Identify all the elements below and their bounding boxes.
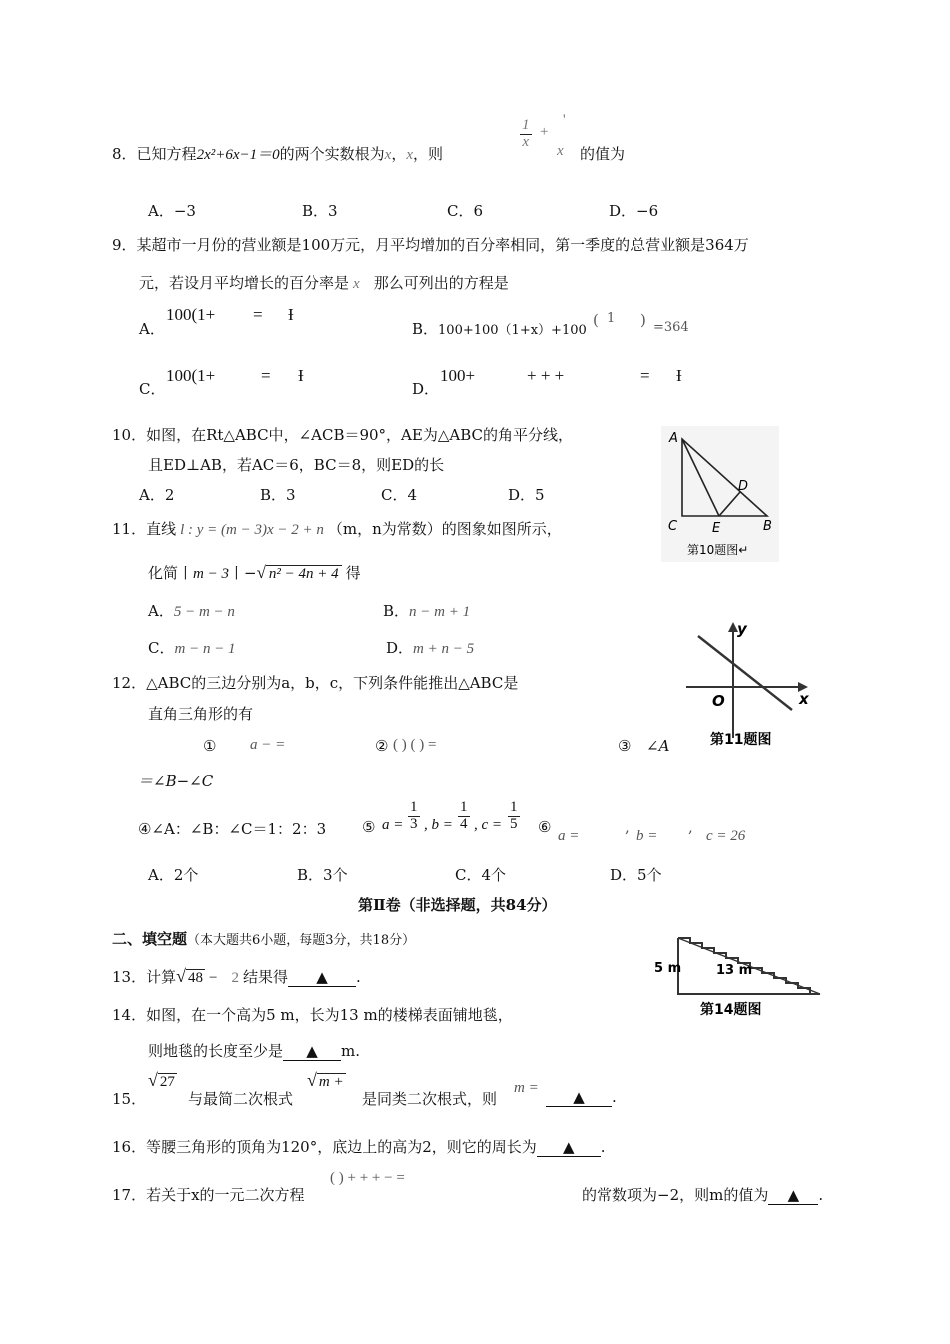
q9-var: x [353,276,360,292]
q13-tail: 2 [231,970,239,986]
q12-option-c-label: C． [455,866,482,884]
q10-option-d-label: D． [508,486,536,504]
q16-number: 16． [112,1138,147,1156]
q9-option-b-one: 1 [607,311,616,326]
q14-line2-b: m. [341,1042,361,1060]
q11-option-d [386,637,474,658]
q11-option-a [148,600,235,621]
q8-comma: ， [391,145,407,163]
q8-option-a-value: −3 [173,202,196,220]
q12-option-d [610,864,662,885]
q15-sqrt1-value: 27 [159,1074,175,1090]
q9-option-a-eq: = [253,305,263,324]
q10-option-c-label: C． [381,486,408,504]
q14-answer-blank[interactable]: ▲ [283,1042,341,1061]
q10-label-e: E [712,521,721,536]
q15-radical1: √ [148,1070,158,1090]
q8-term2: x [557,143,564,159]
q13-number: 13． [112,968,147,986]
q12-cond2: ② [375,737,389,755]
q9-option-c-end: Ɨ [298,366,304,385]
q15-answer-blank[interactable]: ▲ [546,1088,612,1107]
q8-text-c: ，则 [413,145,444,163]
q15-sqrt2 [307,1070,346,1091]
q13-minus: − [209,970,218,986]
q12-cond3-expr: ∠A [646,737,670,755]
q11-figure-caption: 第11题图 [710,732,772,748]
q11-equation: l : y = (m − 3)x − 2 + n [180,522,324,538]
q12-frac-c-den: 5 [510,815,518,832]
q11-option-c-value: m − n − 1 [174,641,236,657]
q12-cond5-frac-b [458,800,470,833]
q12-cond5-frac-c [508,800,520,833]
q8-option-d-value: −6 [636,202,659,220]
q11-option-a-value: 5 − m − n [173,604,235,620]
q11-origin-label: O [712,692,725,710]
q8-text-d: 的值为 [580,145,626,163]
q11-option-c-label: C． [148,639,175,657]
q9-option-a-label: A． [139,320,165,338]
q10-option-b [260,484,296,505]
q11-x-label: x [799,690,809,708]
q17-expr: ( ) + + + − = [330,1170,405,1186]
q14-height-label: 5 m [654,961,682,976]
q12-cond3: ③ [618,737,632,755]
q10-number: 10． [112,426,147,444]
q8-frac [520,118,532,151]
q17-line-a [112,1184,305,1205]
q8-equation: 2x²+6x−1＝0 [196,147,280,163]
q9-option-d-expr: 100+ [440,366,476,385]
q15-answer [546,1088,617,1107]
part2-title: 第Ⅱ卷（非选择题，共84分） [358,896,557,914]
section2-heading-row [112,928,415,949]
q11-line2 [148,562,361,583]
q10-option-c-value: 4 [407,486,418,504]
q9-line2 [139,272,509,293]
q12-frac-a-num: 1 [410,799,418,815]
q13-answer-blank[interactable]: ▲ [288,968,356,987]
q10-option-c [381,484,417,505]
q8-option-a-label: A． [148,202,174,220]
q9-number: 9． [112,236,137,254]
q10-label-c: C [668,519,678,534]
q11-abs-expr: m − 3 [193,566,229,582]
q9-option-b-expr: 100+100（1+x）+100 [438,323,587,338]
q15-sqrt2-value: m + [318,1074,344,1090]
q8-option-c [447,200,483,221]
q8-option-d-label: D． [609,202,637,220]
q9-option-d-label: D． [412,380,440,398]
q10-line2: 且ED⊥AB，若AC＝6，BC＝8，则ED的长 [148,456,445,474]
q11-figure [684,618,812,748]
q12-cond1-expr: a − = [250,737,286,753]
q9-option-b [412,318,587,339]
q8-frac-den: x [522,133,530,150]
q11-option-b-value: n − m + 1 [409,604,471,620]
q14-line1 [112,1004,513,1025]
q14-line1-text: 如图，在一个高为5 m，长为13 m的楼梯表面铺地毯， [146,1006,513,1024]
q13-text-a: 计算 [146,968,177,986]
q15-radical2: √ [307,1070,317,1090]
q9-option-d-end: Ɨ [676,366,682,385]
q10-option-a-label: A． [139,486,165,504]
q14-line2 [148,1040,360,1061]
q9-line1 [112,234,749,255]
q10-option-a [139,484,174,505]
q9-line2-a: 元，若设月平均增长的百分率是 [139,274,350,292]
q11-option-c [148,637,236,658]
q8-plus: + [540,124,549,140]
q9-option-a-end: Ɨ [288,305,294,324]
q15-sqrt1 [148,1070,177,1091]
q17-end: . [818,1186,824,1204]
q12-cond6-a: a = [558,828,580,844]
q11-option-b-label: B． [383,602,410,620]
q14-figure [650,932,825,1020]
q8-root1: x [384,147,392,163]
q16-end: . [600,1138,606,1156]
q17-number: 17． [112,1186,147,1204]
q12-option-a [148,864,198,885]
q12-option-b-value: 3个 [323,866,348,884]
q13-end: . [355,968,361,986]
q12-cond4: ④∠A：∠B：∠C＝1：2：3 [138,820,327,838]
q11-line2-a: 化简丨 [148,564,194,582]
q15-number: 15． [112,1090,147,1108]
q17-line-b [582,1184,823,1205]
q8-option-b-label: B． [302,202,329,220]
q8-fraction [520,118,532,151]
q13-sqrt-expr: 48 [188,970,203,986]
q12-option-b-label: B． [297,866,324,884]
q13-text-b: 结果得 [242,968,288,986]
q13-line [112,966,361,987]
q11-text-b: （m，n为常数）的图象如图所示， [327,520,562,538]
q12-cond6-sep2: , [688,818,693,836]
q12-number: 12． [112,674,147,692]
q11-line2-b: 丨− [228,564,257,582]
q8-root2: x [406,147,413,163]
q17-text-a: 若关于x的一元二次方程 [146,1186,305,1204]
q12-option-c-value: 4个 [481,866,507,884]
q12-option-d-label: D． [610,866,638,884]
q12-cond5-c: , c = [474,817,503,833]
q10-line1 [112,424,573,445]
q12-line1-text: △ABC的三边分别为a，b，c，下列条件能推出△ABC是 [146,674,519,692]
q9-line1-text: 某超市一月份的营业额是100万元，月平均增加的百分率相同，第一季度的总营业额是364万 [136,236,749,254]
q13-radical-sign: √ [176,966,186,986]
q12-frac-a-den: 3 [410,815,418,832]
q8-number: 8． [112,145,137,163]
q10-figure-bg [661,426,779,562]
q9-line2-b: 那么可列出的方程是 [373,274,509,292]
q16-text: 等腰三角形的顶角为120°，底边上的高为2，则它的周长为 [146,1138,537,1156]
q17-text-b: 的常数项为−2，则m的值为 [582,1186,769,1204]
q17-answer-blank[interactable]: ▲ [768,1186,818,1205]
q15-end: . [612,1088,617,1106]
q12-line2: 直角三角形的有 [148,705,254,723]
q11-option-a-label: A． [148,602,174,620]
q9-option-c-expr: 100(1+ [166,366,216,385]
q11-sqrt-expr: n² − 4n + 4 [266,565,342,582]
q15-lhs: m = [514,1080,539,1096]
q8-tick: ' [563,112,566,128]
q12-cond5-a: a = [382,817,404,833]
q9-option-b-end: =364 [653,320,689,335]
q10-figure-caption: 第10题图↵ [687,543,749,557]
q12-option-a-value: 2个 [173,866,199,884]
q10-option-a-value: 2 [164,486,175,504]
q16-line [112,1136,606,1157]
q12-frac-c-num: 1 [510,799,518,815]
q12-cond2-expr: ( ) ( ) = [393,737,437,753]
q10-option-d-value: 5 [535,486,545,504]
q10-line1-text: 如图，在Rt△ABC中，∠ACB＝90°，AE为△ABC的角平分线， [146,426,573,444]
q12-line4: ＝∠B−∠C [138,772,214,790]
q11-y-label: y [737,620,747,638]
q8-option-c-label: C． [447,202,474,220]
q10-option-d [508,484,545,505]
q10-figure [661,426,779,562]
q10-option-b-label: B． [260,486,287,504]
q8-option-a [148,200,196,221]
q12-cond6-c: c = 26 [706,828,746,844]
q14-figure-caption: 第14题图 [700,1002,762,1018]
q9-option-c-label: C． [139,380,166,398]
q9-option-c-eq: = [261,366,271,385]
q12-cond5-b: , b = [424,817,453,833]
q9-option-a-expr: 100(1+ [166,305,216,324]
q12-option-c [455,864,506,885]
q12-frac-b [458,800,470,833]
q10-label-a: A [669,431,678,446]
q12-line1 [112,672,518,693]
q8-option-b-value: 3 [328,202,338,220]
q14-line2-a: 则地毯的长度至少是 [148,1042,284,1060]
q9-option-d-eq: = [640,366,650,385]
q12-cond5-frac-a [408,800,420,833]
q12-frac-a [408,800,420,833]
q8-option-b [302,200,338,221]
q11-text-a: 直线 [146,520,177,538]
q12-frac-b-num: 1 [460,799,468,815]
q8-text-a: 已知方程 [136,145,197,163]
q9-option-d-plus: + + + [527,366,565,385]
q12-option-d-value: 5个 [637,866,662,884]
q11-option-d-label: D． [386,639,414,657]
q9-option-b-paren-close: ) [640,311,646,329]
section2-heading: 二、填空题 [112,930,188,948]
q8-option-d [609,200,658,221]
q10-label-b: B [763,519,772,534]
section2-note: （本大题共6小题，每题3分，共18分） [187,933,416,948]
q14-length-label: 13 m [716,963,753,978]
q11-radical-sign: √ [256,563,266,582]
q9-option-b-paren-open: ( [593,311,599,329]
q12-cond6: ⑥ [538,818,552,836]
q10-option-b-value: 3 [286,486,296,504]
q12-option-b [297,864,348,885]
q9-option-b-label: B． [412,320,439,338]
q14-number: 14． [112,1006,147,1024]
q16-answer-blank[interactable]: ▲ [537,1138,601,1157]
q12-option-a-label: A． [148,866,174,884]
q8-line [112,143,443,164]
q15-text-a: 与最简二次根式 [188,1090,294,1108]
q15-text-b: 是同类二次根式，则 [362,1090,498,1108]
q12-frac-b-den: 4 [460,815,468,832]
q12-cond5: ⑤ [362,818,376,836]
q11-line1 [112,518,562,539]
q11-option-b [383,600,470,621]
q8-text-b: 的两个实数根为 [279,145,385,163]
q12-cond1: ① [203,737,217,755]
q12-cond6-sep1: , [625,818,630,836]
q8-frac-num: 1 [522,117,530,133]
q11-option-d-value: m + n − 5 [413,641,475,657]
q11-number: 11． [112,520,147,538]
q12-cond6-b: b = [636,828,658,844]
q8-option-c-value: 6 [473,202,484,220]
q12-frac-c [508,800,520,833]
q10-label-d: D [738,479,749,494]
q11-line2-c: 得 [345,564,361,582]
